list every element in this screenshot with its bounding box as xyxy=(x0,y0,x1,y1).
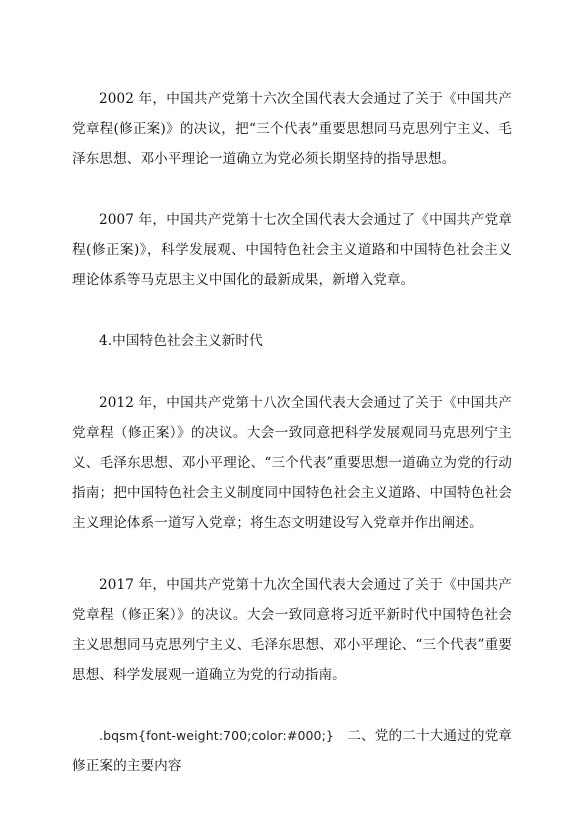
section-heading-new-era: 4.中国特色社会主义新时代 xyxy=(99,333,263,349)
leaked-css-text: .bqsm{font-weight:700;color:#000;} xyxy=(99,728,334,743)
paragraph-2007: 2007 年，中国共产党第十七次全国代表大会通过了《中国共产党章程(修正案)》，科学发展观、中国特色社会主义道路和中国特色社会主义理论体系等马克思主义中国化的最新成果，新增入党章。 xyxy=(72,212,512,288)
section-two-heading: 二、党的二十大通过的党章修正案的主要内容 xyxy=(72,728,512,774)
paragraph-2012: 2012 年，中国共产党第十八次全国代表大会通过了关于《中国共产党章程（修正案）》的决议。大会一致同意把科学发展观同马克思列宁主义、毛泽东思想、邓小平理论、“三个代表”重要思想一道确立为党的行动指南；把中国特色社会主义制度同中国特色社会主义道路、中国特色社会主义理论体系一道写入党章；将生态文明建设写入党章并作出阐述。 xyxy=(72,395,512,531)
paragraph-2002: 2002 年，中国共产党第十六次全国代表大会通过了关于《中国共产党章程(修正案)》的决议，把“三个代表”重要思想同马克思列宁主义、毛泽东思想、邓小平理论一道确立为党必须长期坚持的指导思想。 xyxy=(72,91,512,167)
paragraph-2017: 2017 年，中国共产党第十九次全国代表大会通过了关于《中国共产党章程（修正案）》的决议。大会一致同意将习近平新时代中国特色社会主义思想同马克思列宁主义、毛泽东思想、邓小平理论、“三个代表”重要思想、科学发展观一道确立为党的行动指南。 xyxy=(72,577,512,683)
paragraph-section-two xyxy=(72,721,512,781)
